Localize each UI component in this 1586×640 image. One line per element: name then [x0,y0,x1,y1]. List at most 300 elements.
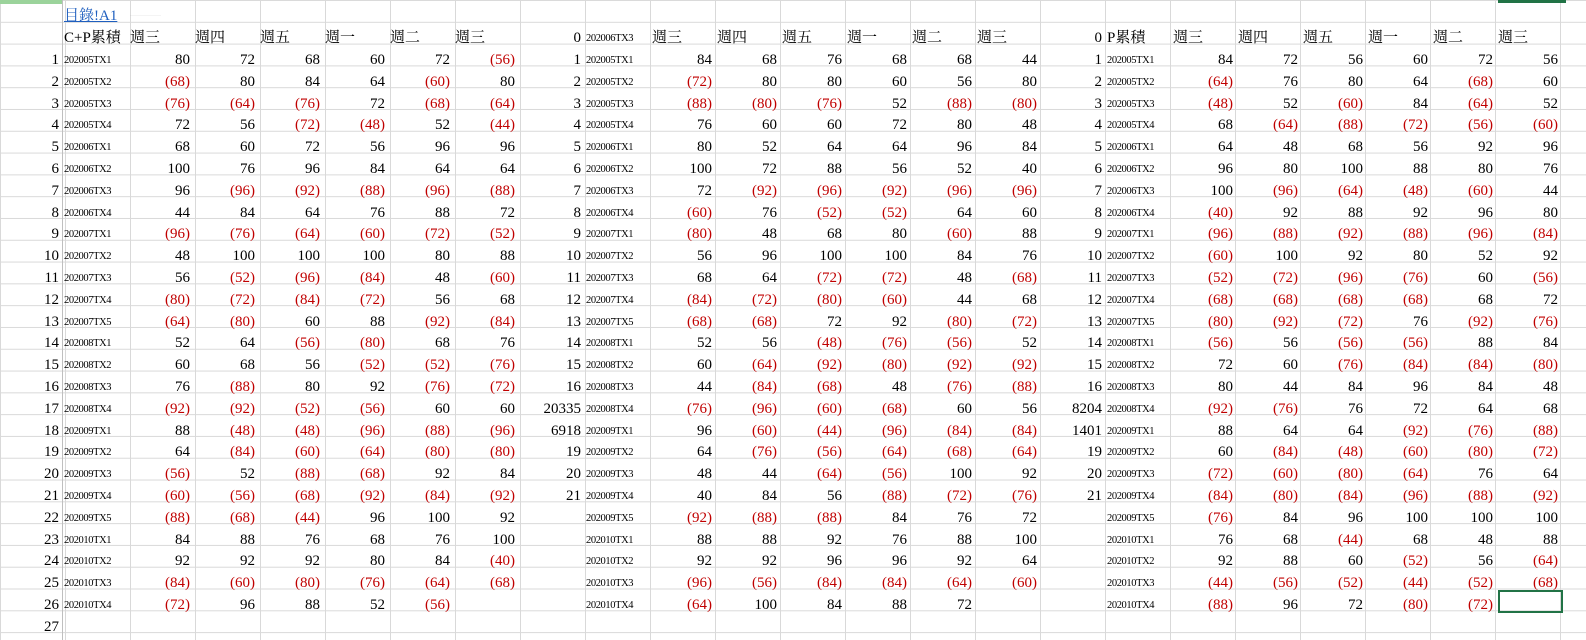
row-index-value[interactable]: 6 [573,161,581,177]
row-index-value[interactable]: 6918 [551,422,581,439]
value-cell[interactable]: (80) [752,95,777,112]
contract-code[interactable]: 202008TX1 [64,338,112,350]
value-cell[interactable]: (92) [230,400,255,417]
value-cell[interactable]: (76) [1468,422,1493,439]
value-cell[interactable]: 64 [1022,553,1037,570]
value-cell[interactable]: 68 [1283,531,1298,548]
value-cell[interactable]: 76 [697,117,712,134]
value-cell[interactable]: 92 [762,553,777,570]
value-cell[interactable]: (80) [165,291,190,308]
contract-code[interactable]: 202005TX1 [586,55,634,66]
contract-code[interactable]: 202007TX2 [64,251,112,263]
value-cell[interactable]: 80 [1022,73,1037,90]
value-cell[interactable]: (96) [1273,182,1298,199]
value-cell[interactable]: 60 [1478,270,1493,286]
value-cell[interactable]: 92 [370,379,385,395]
contract-code[interactable]: 202006TX4 [64,207,112,219]
value-cell[interactable]: 92 [240,553,255,570]
value-cell[interactable]: 96 [827,553,842,570]
value-cell[interactable]: 76 [435,531,450,548]
value-cell[interactable]: 68 [827,226,842,243]
value-cell[interactable]: (76) [360,575,385,592]
row-index-value[interactable]: 13 [566,313,581,330]
value-cell[interactable]: 68 [1478,291,1493,308]
value-cell[interactable]: (64) [817,466,842,483]
value-cell[interactable]: (72) [1012,313,1037,330]
value-cell[interactable]: (64) [425,575,450,592]
value-cell[interactable]: (88) [817,509,842,526]
contract-code[interactable]: 202008TX4 [586,403,634,415]
value-cell[interactable]: (72) [1273,270,1298,286]
value-cell[interactable]: 96 [1478,204,1493,221]
value-cell[interactable]: 100 [754,597,777,613]
value-cell[interactable]: (92) [295,182,320,199]
value-cell[interactable]: (96) [882,422,907,439]
value-cell[interactable]: 80 [305,379,320,395]
value-cell[interactable]: 64 [1348,422,1363,439]
value-cell[interactable]: 52 [1543,95,1558,112]
value-cell[interactable]: 96 [305,161,320,177]
contract-code[interactable]: 202009TX5 [64,512,112,524]
value-cell[interactable]: 76 [762,204,777,221]
value-cell[interactable]: (60) [752,422,777,439]
contract-code[interactable]: 202005TX1 [64,55,112,66]
value-cell[interactable]: 60 [957,400,972,417]
value-cell[interactable]: (64) [1403,466,1428,483]
value-cell[interactable]: (88) [295,466,320,483]
value-cell[interactable]: 80 [827,73,842,90]
value-cell[interactable]: (76) [817,95,842,112]
value-cell[interactable]: (84) [490,313,515,330]
value-cell[interactable]: (84) [1533,226,1558,243]
value-cell[interactable]: 92 [1478,139,1493,156]
row-index-value[interactable]: 8 [573,204,581,221]
value-cell[interactable]: 60 [892,73,907,90]
contract-code[interactable]: 202007TX3 [1107,273,1155,284]
value-cell[interactable]: (76) [490,357,515,374]
value-cell[interactable]: 88 [1283,553,1298,570]
value-cell[interactable]: 72 [500,204,515,221]
value-cell[interactable]: 56 [1478,553,1493,570]
value-cell[interactable]: (60) [687,204,712,221]
row-index-value[interactable]: 12 [1087,291,1102,308]
value-cell[interactable]: (48) [1403,182,1428,199]
value-cell[interactable]: 76 [1543,161,1558,177]
value-cell[interactable]: 88 [1022,226,1037,243]
value-cell[interactable]: 60 [175,357,190,374]
value-cell[interactable]: (56) [425,597,450,613]
value-cell[interactable]: (84) [752,379,777,395]
value-cell[interactable]: 40 [1022,161,1037,177]
day-header[interactable]: 週二 [1433,30,1464,46]
value-cell[interactable]: 92 [1283,204,1298,221]
value-cell[interactable]: 100 [232,248,255,265]
row-index-value[interactable]: 8 [1094,204,1102,221]
value-cell[interactable]: (56) [165,466,190,483]
value-cell[interactable]: 68 [1348,139,1363,156]
contract-code[interactable]: 202008TX3 [1107,382,1155,393]
contract-code[interactable]: 202009TX3 [64,469,112,481]
value-cell[interactable]: 44 [957,291,972,308]
value-cell[interactable]: 48 [892,379,907,395]
value-cell[interactable]: 92 [175,553,190,570]
contract-code[interactable]: 202008TX4 [64,403,112,415]
contract-code[interactable]: 202007TX5 [64,316,112,328]
value-cell[interactable]: (64) [1208,73,1233,90]
row-index-value[interactable]: 11 [566,270,581,286]
header-label[interactable]: C+P累積 [64,30,121,46]
value-cell[interactable]: (84) [425,488,450,504]
value-cell[interactable]: 68 [1022,291,1037,308]
value-cell[interactable]: (92) [1208,400,1233,417]
value-cell[interactable]: (84) [1273,444,1298,461]
value-cell[interactable]: 76 [1413,313,1428,330]
value-cell[interactable]: 92 [500,509,515,526]
row-index-value[interactable] [1040,595,1105,617]
value-cell[interactable]: 84 [892,509,907,526]
value-cell[interactable]: 68 [892,52,907,68]
value-cell[interactable]: (72) [295,117,320,134]
value-cell[interactable]: 84 [1478,379,1493,395]
contract-code[interactable]: 202010TX3 [1107,578,1155,590]
value-cell[interactable]: 56 [435,291,450,308]
value-cell[interactable]: 44 [1022,52,1037,68]
row-index-value[interactable] [519,508,584,530]
value-cell[interactable]: (80) [817,291,842,308]
value-cell[interactable]: (60) [230,575,255,592]
value-cell[interactable]: 56 [240,117,255,134]
value-cell[interactable]: 60 [1022,204,1037,221]
value-cell[interactable]: (96) [425,182,450,199]
value-cell[interactable]: (92) [165,400,190,417]
value-cell[interactable]: 100 [1470,509,1493,526]
value-cell[interactable]: (92) [360,488,385,504]
value-cell[interactable]: 68 [957,52,972,68]
value-cell[interactable]: (68) [1273,291,1298,308]
value-cell[interactable]: 100 [362,248,385,265]
row-index-value[interactable]: 5 [573,139,581,156]
value-cell[interactable]: 56 [892,161,907,177]
value-cell[interactable]: (76) [1273,400,1298,417]
value-cell[interactable]: 96 [1543,139,1558,156]
value-cell[interactable]: 96 [1413,379,1428,395]
value-cell[interactable]: 64 [500,161,515,177]
value-cell[interactable]: 52 [1022,335,1037,352]
value-cell[interactable]: 88 [827,161,842,177]
value-cell[interactable]: (72) [425,226,450,243]
value-cell[interactable]: (76) [230,226,255,243]
value-cell[interactable]: (56) [947,335,972,352]
value-cell[interactable]: (96) [295,270,320,286]
value-cell[interactable]: 44 [1283,379,1298,395]
value-cell[interactable]: (92) [1273,313,1298,330]
value-cell[interactable]: (72) [490,379,515,395]
value-cell[interactable]: (44) [1208,575,1233,592]
row-index-value[interactable]: 14 [1087,335,1102,352]
value-cell[interactable]: 88 [1413,161,1428,177]
contract-code[interactable]: 202007TX4 [1107,294,1155,306]
row-index-value[interactable] [1040,573,1105,595]
value-cell[interactable]: 84 [1413,95,1428,112]
value-cell[interactable]: (84) [165,575,190,592]
value-cell[interactable]: (84) [882,575,907,592]
value-cell[interactable]: 48 [697,466,712,483]
value-cell[interactable]: 68 [697,270,712,286]
contract-code[interactable]: 202007TX3 [586,273,634,284]
value-cell[interactable]: 92 [892,313,907,330]
value-cell[interactable]: (80) [1338,466,1363,483]
value-cell[interactable]: 52 [697,335,712,352]
value-cell[interactable]: (52) [295,400,320,417]
value-cell[interactable]: 48 [1543,379,1558,395]
value-cell[interactable]: 76 [1478,466,1493,483]
value-cell[interactable]: (80) [1403,597,1428,613]
value-cell[interactable]: 52 [435,117,450,134]
value-cell[interactable]: (44) [295,509,320,526]
contract-code[interactable]: 202005TX3 [586,98,634,110]
value-cell[interactable]: (84) [687,291,712,308]
row-index-value[interactable]: 1 [1094,52,1102,68]
value-cell[interactable]: 92 [827,531,842,548]
value-cell[interactable]: 92 [1218,553,1233,570]
header-label[interactable]: P累積 [1107,30,1146,46]
value-cell[interactable]: (88) [230,379,255,395]
value-cell[interactable]: (84) [230,444,255,461]
value-cell[interactable]: (88) [360,182,385,199]
value-cell[interactable]: 100 [1340,161,1363,177]
value-cell[interactable]: (88) [752,509,777,526]
row-index-value[interactable]: 9 [1094,226,1102,243]
value-cell[interactable]: (56) [295,335,320,352]
value-cell[interactable]: 96 [1283,597,1298,613]
value-cell[interactable]: (80) [425,444,450,461]
value-cell[interactable]: (92) [687,509,712,526]
contract-code[interactable]: 202007TX4 [586,294,634,306]
row-index-value[interactable] [1040,530,1105,552]
value-cell[interactable]: (60) [817,400,842,417]
value-cell[interactable]: (68) [687,313,712,330]
value-cell[interactable]: 48 [957,270,972,286]
value-cell[interactable]: 96 [370,509,385,526]
value-cell[interactable]: (60) [425,73,450,90]
value-cell[interactable]: 80 [1218,379,1233,395]
value-cell[interactable]: 84 [697,52,712,68]
value-cell[interactable]: 60 [697,357,712,374]
value-cell[interactable]: (72) [1468,597,1493,613]
value-cell[interactable]: 44 [175,204,190,221]
row-index-value[interactable]: 2 [573,73,581,90]
value-cell[interactable]: 64 [435,161,450,177]
value-cell[interactable]: 40 [697,488,712,504]
value-cell[interactable]: 52 [175,335,190,352]
value-cell[interactable]: 64 [1478,400,1493,417]
row-index-value[interactable]: 16 [1087,379,1102,395]
contract-code[interactable]: 202006TX3 [64,185,112,197]
value-cell[interactable]: 84 [762,488,777,504]
value-cell[interactable]: 44 [1543,182,1558,199]
contract-code[interactable]: 202009TX5 [1107,512,1155,524]
contract-code[interactable]: 202009TX4 [586,491,634,502]
value-cell[interactable]: 80 [762,73,777,90]
contract-code[interactable]: 202010TX3 [64,578,112,590]
row-index-value[interactable]: 4 [1094,117,1102,134]
value-cell[interactable]: 96 [175,182,190,199]
value-cell[interactable]: (56) [1208,335,1233,352]
row-index-value[interactable]: 1401 [1072,422,1102,439]
value-cell[interactable]: 96 [435,139,450,156]
value-cell[interactable]: (80) [1533,357,1558,374]
value-cell[interactable]: (80) [687,226,712,243]
value-cell[interactable]: (76) [882,335,907,352]
contract-code[interactable]: 202009TX3 [1107,469,1155,481]
value-cell[interactable]: (64) [752,357,777,374]
value-cell[interactable]: 76 [892,531,907,548]
value-cell[interactable]: (96) [947,182,972,199]
value-cell[interactable]: 84 [1022,139,1037,156]
value-cell[interactable]: (44) [490,117,515,134]
value-cell[interactable]: (76) [1338,357,1363,374]
value-cell[interactable]: (64) [882,444,907,461]
row-index-value[interactable] [519,595,584,617]
value-cell[interactable]: 84 [957,248,972,265]
contract-code[interactable]: 202008TX3 [64,382,112,393]
value-cell[interactable]: (68) [230,509,255,526]
value-cell[interactable]: (72) [1403,117,1428,134]
value-cell[interactable]: (96) [1468,226,1493,243]
value-cell[interactable]: (48) [230,422,255,439]
row-index-value[interactable]: 10 [566,248,581,265]
value-cell[interactable]: (88) [1273,226,1298,243]
value-cell[interactable]: 72 [240,52,255,68]
value-cell[interactable]: 76 [1348,400,1363,417]
value-cell[interactable]: 60 [1283,357,1298,374]
row-index-value[interactable]: 2 [1094,73,1102,90]
contract-code[interactable]: 202008TX1 [1107,338,1155,350]
contract-code[interactable]: 202006TX3 [586,185,634,197]
value-cell[interactable]: 56 [1022,400,1037,417]
value-cell[interactable]: (60) [882,291,907,308]
value-cell[interactable]: (80) [230,313,255,330]
contract-code[interactable]: 202009TX2 [64,447,112,459]
value-cell[interactable]: (88) [1403,226,1428,243]
value-cell[interactable]: 88 [435,204,450,221]
value-cell[interactable]: (48) [295,422,320,439]
row-index-value[interactable]: 16 [566,379,581,395]
value-cell[interactable]: 60 [1348,553,1363,570]
day-header[interactable]: 週三 [977,30,1008,46]
value-cell[interactable]: (88) [165,509,190,526]
value-cell[interactable]: 80 [500,73,515,90]
value-cell[interactable]: (80) [947,313,972,330]
contract-code[interactable]: 202010TX2 [586,556,634,568]
contract-code[interactable]: 202006TX1 [1107,142,1155,154]
value-cell[interactable]: 96 [240,597,255,613]
value-cell[interactable]: (80) [1208,313,1233,330]
value-cell[interactable]: (92) [1468,313,1493,330]
value-cell[interactable]: (56) [882,466,907,483]
value-cell[interactable]: 72 [370,95,385,112]
value-cell[interactable]: (92) [817,357,842,374]
contract-code[interactable]: 202005TX1 [1107,55,1155,66]
value-cell[interactable]: 92 [1022,466,1037,483]
value-cell[interactable]: 72 [892,117,907,134]
value-cell[interactable]: 100 [492,531,515,548]
value-cell[interactable]: (96) [1208,226,1233,243]
value-cell[interactable]: 76 [305,531,320,548]
value-cell[interactable]: (52) [360,357,385,374]
value-cell[interactable]: 72 [957,597,972,613]
value-cell[interactable]: (72) [360,291,385,308]
value-cell[interactable]: (76) [1533,313,1558,330]
value-cell[interactable]: (72) [1208,466,1233,483]
value-cell[interactable]: (68) [1533,575,1558,592]
value-cell[interactable]: 84 [175,531,190,548]
value-cell[interactable]: 64 [1543,466,1558,483]
row-index-value[interactable]: 1 [573,52,581,68]
value-cell[interactable]: 56 [1413,139,1428,156]
value-cell[interactable]: 88 [1218,422,1233,439]
value-cell[interactable]: 92 [305,553,320,570]
value-cell[interactable]: (44) [1338,531,1363,548]
value-cell[interactable]: 60 [305,313,320,330]
value-cell[interactable]: (52) [1208,270,1233,286]
value-cell[interactable]: (56) [752,575,777,592]
value-cell[interactable]: 64 [370,73,385,90]
value-cell[interactable]: 68 [240,357,255,374]
contract-code[interactable]: 202007TX5 [586,316,634,328]
value-cell[interactable]: 96 [697,422,712,439]
value-cell[interactable]: (92) [1533,488,1558,504]
value-cell[interactable]: (76) [1012,488,1037,504]
contract-code[interactable]: 202010TX4 [1107,600,1155,611]
contract-code[interactable]: 202008TX4 [1107,403,1155,415]
value-cell[interactable]: 92 [697,553,712,570]
value-cell[interactable]: 84 [1218,52,1233,68]
contract-code[interactable]: 202006TX2 [64,164,112,175]
value-cell[interactable]: 84 [305,73,320,90]
contract-code[interactable]: 202009TX2 [1107,447,1155,459]
contract-code[interactable]: 202009TX2 [586,447,634,459]
value-cell[interactable]: (76) [687,400,712,417]
value-cell[interactable]: 100 [167,161,190,177]
value-cell[interactable]: 80 [1283,161,1298,177]
row-index-value[interactable]: 7 [1094,182,1102,199]
row-index-value[interactable]: 6 [1094,161,1102,177]
day-header[interactable]: 週二 [912,30,943,46]
value-cell[interactable]: (84) [1208,488,1233,504]
value-cell[interactable]: (72) [1533,444,1558,461]
row-index-value[interactable]: 4 [573,117,581,134]
contract-code[interactable]: 202010TX3 [586,578,634,590]
value-cell[interactable]: (88) [1338,117,1363,134]
value-cell[interactable]: (84) [1468,357,1493,374]
value-cell[interactable]: 100 [1535,509,1558,526]
value-cell[interactable]: (56) [1338,335,1363,352]
value-cell[interactable]: 64 [697,444,712,461]
value-cell[interactable]: 80 [240,73,255,90]
value-cell[interactable]: (76) [1403,270,1428,286]
value-cell[interactable]: 88 [1348,204,1363,221]
value-cell[interactable]: (72) [165,597,190,613]
value-cell[interactable]: 76 [175,379,190,395]
value-cell[interactable]: 64 [1413,73,1428,90]
value-cell[interactable]: (96) [817,182,842,199]
contract-code[interactable]: 202005TX3 [64,98,112,110]
value-cell[interactable]: 72 [175,117,190,134]
value-cell[interactable]: 88 [240,531,255,548]
value-cell[interactable]: (60) [1273,466,1298,483]
contract-code[interactable]: 202007TX1 [64,229,112,241]
